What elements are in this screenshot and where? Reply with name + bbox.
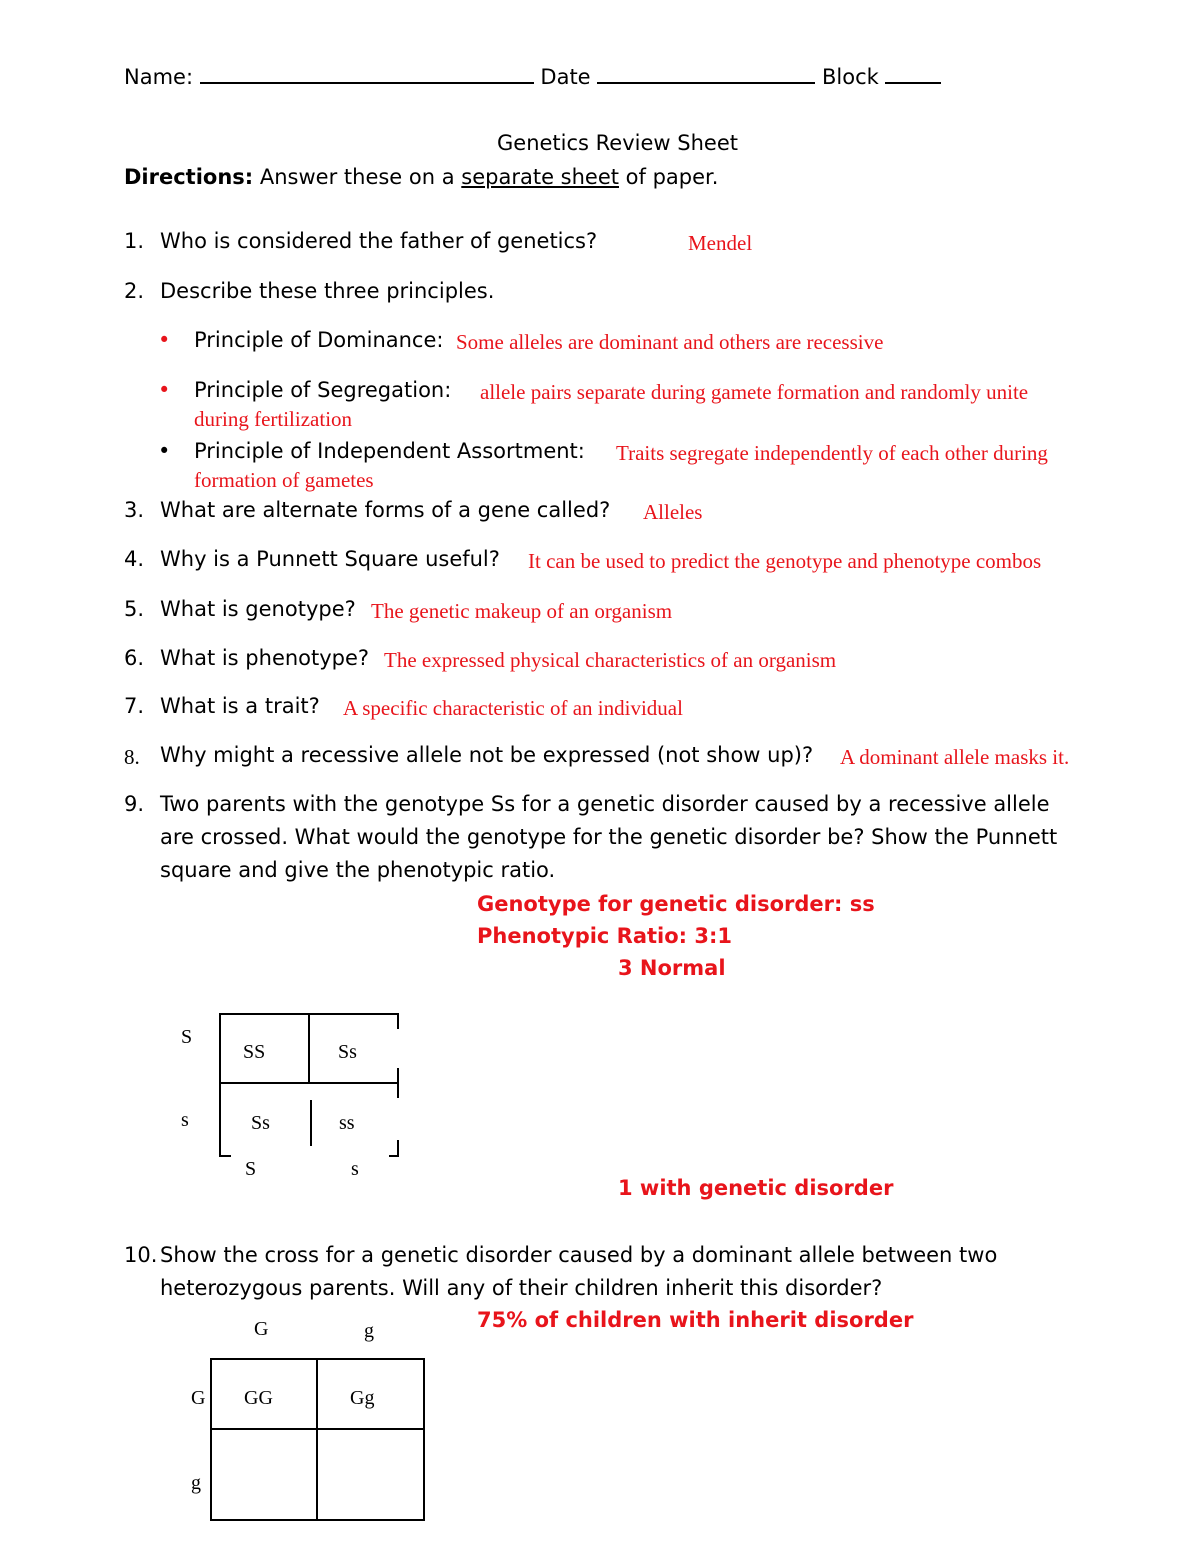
q3-num: 3. [124, 498, 145, 522]
principle-segregation-answer-line2: during fertilization [194, 407, 353, 431]
q3-answer: Alleles [643, 500, 703, 524]
q7-num: 7. [124, 694, 145, 718]
q9-line1: Two parents with the genotype Ss for a genetic disorder caused by a recessive allele [160, 792, 1050, 816]
punnett2-cell: Gg [350, 1387, 375, 1409]
q10-num: 10. [124, 1243, 158, 1267]
date-label: Date [540, 65, 591, 89]
q8-text: Why might a recessive allele not be expressed (not show up)? [160, 743, 814, 767]
directions-colon: : [244, 165, 254, 189]
header-row [124, 64, 941, 89]
punnett1-mid-vertical-upper [308, 1013, 310, 1083]
principle-independent-answer: Traits segregate independently of each other during [616, 441, 1048, 465]
q10-line1: Show the cross for a genetic disorder caused by a dominant allele between two [160, 1243, 998, 1267]
principle-segregation-answer: allele pairs separate during gamete formation and randomly unite [480, 380, 1029, 404]
q4-num: 4. [124, 547, 145, 571]
principle-dominance-label: Principle of Dominance: [194, 328, 444, 352]
punnett2-row-label: G [191, 1387, 206, 1409]
block-label: Block [821, 65, 879, 89]
q1-text: Who is considered the father of genetics? [160, 229, 598, 253]
directions [124, 165, 718, 189]
q5-num: 5. [124, 597, 145, 621]
punnett2-col-label: g [364, 1320, 374, 1342]
punnett1-bottom-left-tick [219, 1155, 231, 1157]
q9-answer-disorder: 1 with genetic disorder [618, 1176, 894, 1200]
q7-text: What is a trait? [160, 694, 320, 718]
directions-text-after: of paper. [619, 165, 719, 189]
q5-answer: The genetic makeup of an organism [371, 599, 673, 623]
name-blank[interactable] [200, 64, 534, 84]
punnett2-col-label: G [254, 1318, 269, 1340]
punnett1-right-tick-bottom [397, 1140, 399, 1156]
page-title: Genetics Review Sheet [497, 131, 738, 155]
q9-answer-genotype: Genotype for genetic disorder: ss [477, 892, 875, 916]
punnett1-cell: Ss [338, 1041, 357, 1063]
name-label: Name: [124, 65, 194, 89]
principle-independent-label: Principle of Independent Assortment: [194, 439, 585, 463]
punnett1-col-label: S [245, 1158, 257, 1180]
q3-text: What are alternate forms of a gene called? [160, 498, 611, 522]
q10-answer: 75% of children with inherit disorder [477, 1308, 914, 1332]
punnett1-cell: SS [243, 1041, 266, 1063]
q1-num: 1. [124, 229, 145, 253]
punnett1-bottom-right-tick [389, 1155, 399, 1157]
directions-label: Directions [124, 165, 245, 189]
punnett1-row-label: s [181, 1109, 189, 1131]
q5-text: What is genotype? [160, 597, 356, 621]
punnett1-col-label: s [351, 1158, 359, 1180]
q9-line2: are crossed. What would the genotype for the genetic disorder be? Show the Punnett [160, 825, 1058, 849]
punnett1-cell: Ss [251, 1112, 270, 1134]
punnett1-right-tick-mid [397, 1068, 399, 1098]
punnett1-cell: ss [339, 1112, 355, 1134]
principle-independent-answer-line2: formation of gametes [194, 468, 374, 492]
directions-text-before: Answer these on a [253, 165, 462, 189]
q8-num: 8. [124, 745, 140, 769]
punnett1-mid-vertical-lower [310, 1100, 312, 1146]
q9-line3: square and give the phenotypic ratio. [160, 858, 556, 882]
punnett1-right-tick-top [397, 1013, 399, 1029]
punnett2-mid-horizontal [210, 1428, 425, 1430]
punnett2-mid-vertical [316, 1358, 318, 1521]
q6-text: What is phenotype? [160, 646, 370, 670]
date-blank[interactable] [597, 64, 815, 84]
punnett1-middle-line [219, 1082, 399, 1084]
punnett1-row-label: S [181, 1026, 193, 1048]
punnett1-left-line [219, 1013, 221, 1156]
q4-text: Why is a Punnett Square useful? [160, 547, 500, 571]
q8-answer: A dominant allele masks it. [840, 745, 1070, 769]
punnett2-row-label: g [191, 1472, 201, 1494]
q9-answer-ratio: Phenotypic Ratio: 3:1 [477, 924, 733, 948]
block-blank[interactable] [885, 64, 941, 84]
bullet-icon: • [158, 328, 171, 352]
q6-num: 6. [124, 646, 145, 670]
principle-dominance-answer: Some alleles are dominant and others are recessive [456, 330, 884, 354]
q10-line2: heterozygous parents. Will any of their children inherit this disorder? [160, 1276, 883, 1300]
q2-num: 2. [124, 279, 145, 303]
q7-answer: A specific characteristic of an individual [343, 696, 683, 720]
q9-answer-normal: 3 Normal [618, 956, 726, 980]
q2-text: Describe these three principles. [160, 279, 495, 303]
q1-answer: Mendel [688, 231, 753, 255]
punnett2-cell: GG [244, 1387, 273, 1409]
principle-segregation-label: Principle of Segregation: [194, 378, 452, 402]
bullet-icon: • [158, 439, 171, 463]
q9-num: 9. [124, 792, 145, 816]
q6-answer: The expressed physical characteristics of an organism [384, 648, 837, 672]
q4-answer: It can be used to predict the genotype and phenotype combos [528, 549, 1042, 573]
bullet-icon: • [158, 378, 171, 402]
directions-underlined: separate sheet [461, 165, 619, 189]
